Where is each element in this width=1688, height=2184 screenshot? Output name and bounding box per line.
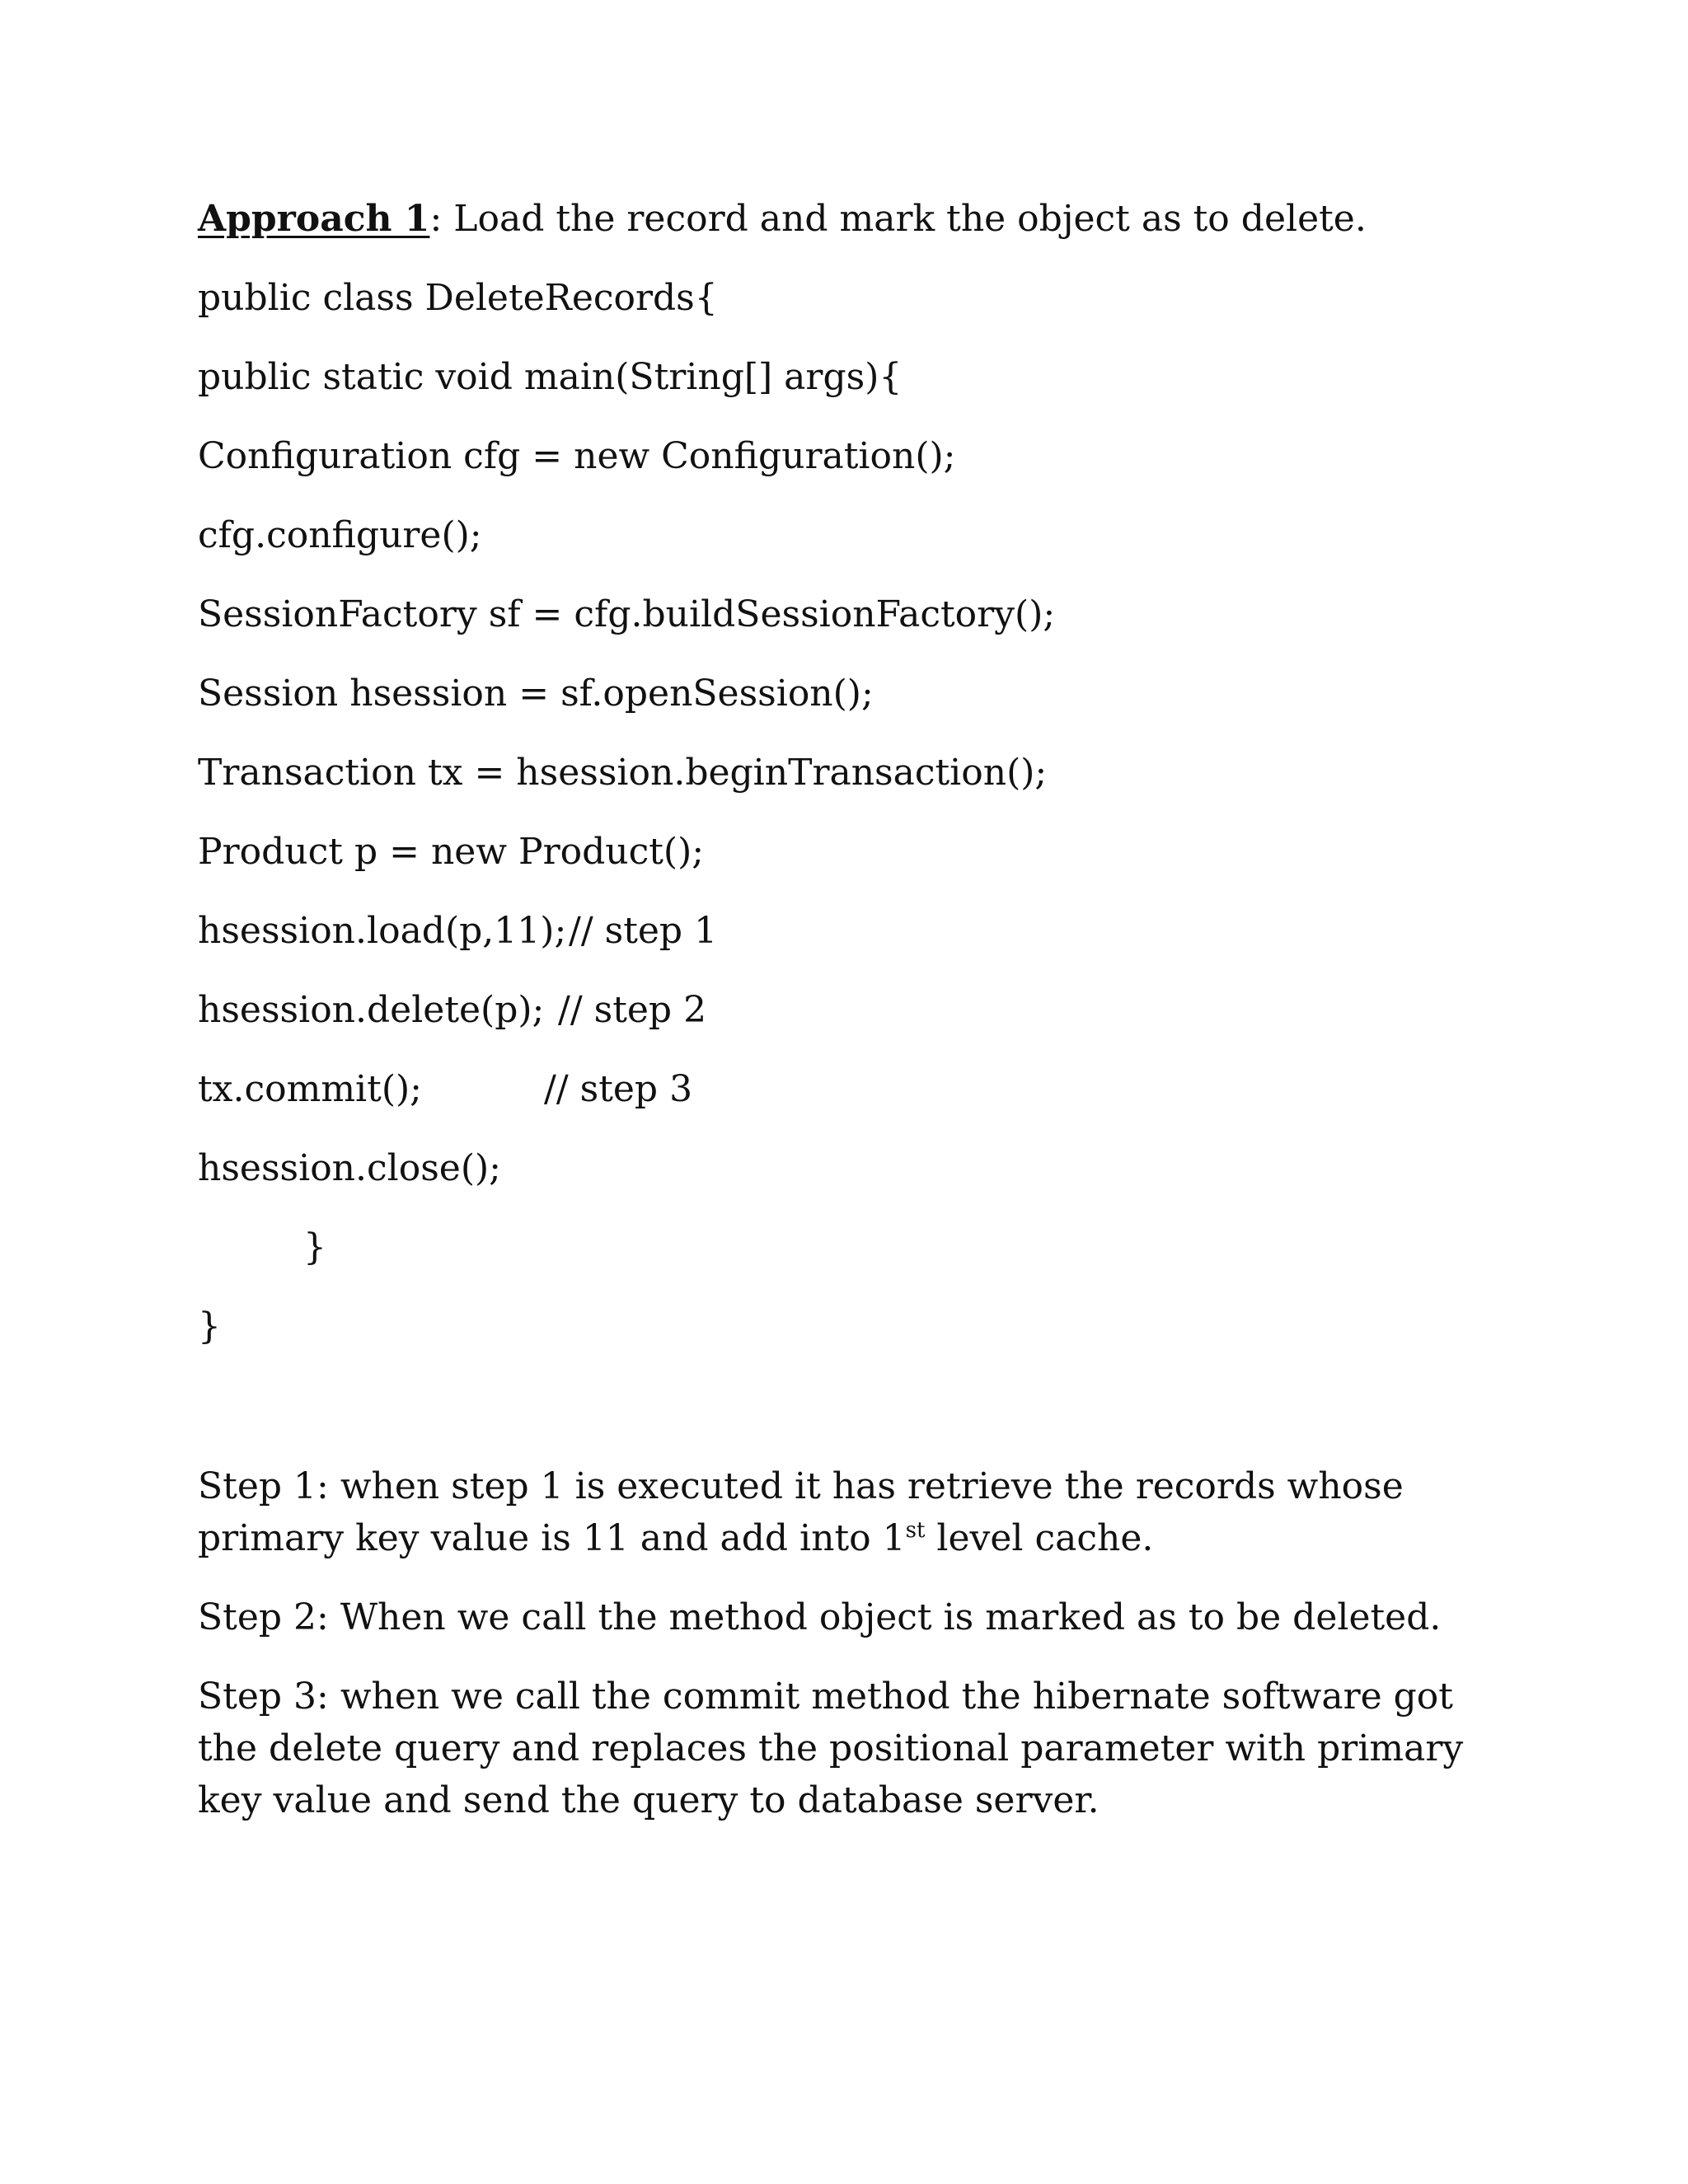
delete-comment: // step 2 [558, 989, 707, 1031]
code-line-session-open: Session hsession = sf.openSession(); [198, 673, 874, 715]
code-line-load [198, 907, 857, 956]
code-line-class-decl: public class DeleteRecords{ [198, 277, 718, 319]
step1-text-end: level cache. [925, 1517, 1154, 1559]
code-line-close: hsession.close(); [198, 1147, 501, 1189]
step1-text: Step 1: when step 1 is executed it has retrieve the records whose primary key value is 11 and add into 1 [198, 1465, 1404, 1559]
code-class-close-brace: } [198, 1305, 221, 1347]
code-line-session-factory: SessionFactory sf = cfg.buildSessionFactory(); [198, 593, 1056, 635]
code-line-cfg-configure: cfg.configure(); [198, 514, 482, 556]
code-line-commit [198, 1065, 857, 1114]
step3-paragraph: Step 3: when we call the commit method the hibernate software got the delete query and replaces the positional parameter with primary key value and send the query to database server. [198, 1675, 1464, 1821]
code-line-cfg-new: Configuration cfg = new Configuration(); [198, 435, 956, 477]
code-line-main-decl: public static void main(String[] args){ [198, 356, 903, 398]
approach-text: : Load the record and mark the object as to delete. [429, 198, 1367, 240]
step1-paragraph [198, 1460, 1500, 1564]
approach-heading [198, 194, 1367, 244]
commit-comment: // step 3 [544, 1068, 693, 1110]
step1-ordinal-suffix: st [905, 1518, 926, 1543]
step2-paragraph: Step 2: When we call the method object is marked as to be deleted. [198, 1596, 1442, 1638]
load-statement: hsession.load(p,11); [198, 910, 567, 952]
commit-statement: tx.commit(); [198, 1068, 422, 1110]
code-line-product-new: Product p = new Product(); [198, 831, 705, 873]
approach-label: Approach 1 [198, 198, 430, 240]
document-page [198, 0, 1517, 2184]
code-method-close-brace: } [303, 1226, 326, 1268]
code-line-delete [198, 986, 857, 1035]
load-comment: // step 1 [569, 910, 718, 952]
code-line-tx-begin: Transaction tx = hsession.beginTransaction(); [198, 752, 1048, 794]
delete-statement: hsession.delete(p); [198, 989, 545, 1031]
